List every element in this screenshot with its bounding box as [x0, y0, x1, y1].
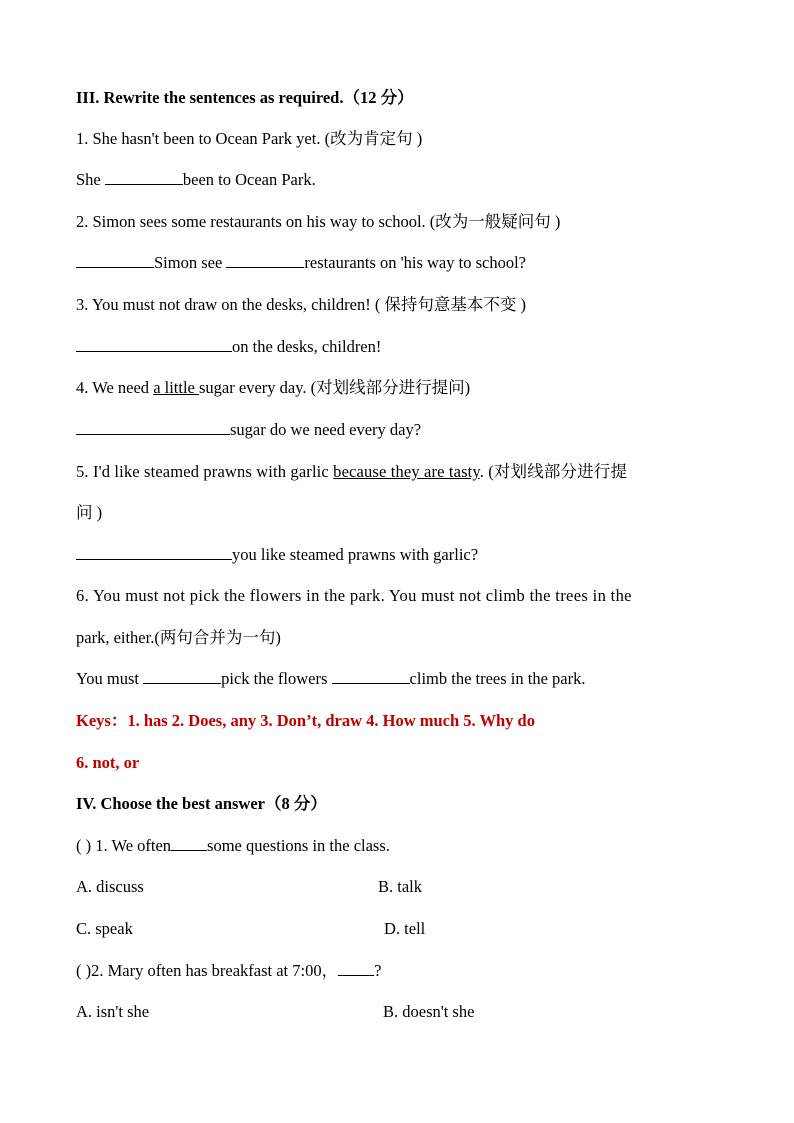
option-b[interactable]: B. talk	[378, 877, 422, 896]
answer-text: sugar do we need every day?	[230, 420, 422, 439]
answer-text: been to Ocean Park.	[182, 170, 316, 189]
underlined-phrase: a little	[153, 378, 200, 397]
answer-blank[interactable]	[154, 545, 232, 560]
answer-text: you like steamed prawns with garlic?	[232, 545, 479, 564]
question-5-answer-line	[76, 545, 478, 565]
option-a[interactable]: A. discuss	[76, 877, 144, 896]
option-b[interactable]: B. doesn't she	[383, 1002, 475, 1021]
prompt-text: 4. We need	[76, 378, 154, 397]
choice-question-1-stem	[76, 836, 390, 856]
question-4-answer-line	[76, 420, 421, 440]
answer-text: She	[76, 170, 105, 189]
prompt-text: sugar every day. (对划线部分进行提问)	[199, 378, 471, 397]
option-a[interactable]: A. isn't she	[76, 1002, 150, 1021]
stem-text: ( )2. Mary often has breakfast at 7:00，	[76, 961, 339, 980]
question-6-prompt: 6. You must not pick the flowers in the park. You must not climb the trees in the	[76, 586, 632, 605]
prompt-text: 5. I'd like steamed prawns with garlic	[76, 462, 334, 481]
question-4-prompt	[76, 378, 470, 398]
answer-blank[interactable]	[154, 337, 232, 352]
stem-text: some questions in the class.	[207, 836, 390, 855]
answer-text: on the desks, children!	[232, 337, 382, 356]
underlined-phrase: because they are tasty	[333, 462, 480, 481]
stem-text: ?	[374, 961, 382, 980]
question-1-answer-line	[76, 170, 316, 190]
stem-text: ( ) 1. We often	[76, 836, 172, 855]
answer-blank[interactable]	[154, 420, 230, 435]
question-3-prompt: 3. You must not draw on the desks, children! ( 保持句意基本不变 )	[76, 295, 527, 314]
answer-blank[interactable]	[171, 836, 207, 851]
question-5-prompt-continued: 问 )	[76, 503, 103, 522]
answer-blank[interactable]	[105, 170, 183, 185]
question-2-prompt: 2. Simon sees some restaurants on his way to school. (改为一般疑问句 )	[76, 212, 561, 231]
choice-question-2-stem	[76, 961, 381, 981]
question-2-answer-line	[76, 253, 526, 273]
question-1-prompt: 1. She hasn't been to Ocean Park yet. (改为肯定句 )	[76, 129, 423, 148]
answer-blank[interactable]	[332, 669, 410, 684]
answer-blank[interactable]	[76, 420, 154, 435]
question-5-prompt	[76, 462, 718, 482]
answer-text: Simon see	[154, 253, 227, 272]
answer-blank[interactable]	[143, 669, 221, 684]
answer-text: climb the trees in the park.	[409, 669, 586, 688]
answer-blank[interactable]	[338, 961, 374, 976]
answer-text: You must	[76, 669, 144, 688]
answer-text: restaurants on 'his way to school?	[304, 253, 526, 272]
question-6-prompt-continued: park, either.(两句合并为一句)	[76, 628, 281, 647]
answer-text: pick the flowers	[221, 669, 332, 688]
option-d[interactable]: D. tell	[384, 919, 426, 938]
answer-keys-line-2: 6. not, or	[76, 753, 140, 772]
answer-blank[interactable]	[76, 545, 154, 560]
question-3-answer-line	[76, 337, 381, 357]
answer-keys-line-1: Keys：1. has 2. Does, any 3. Don’t, draw 4. How much 5. Why do	[76, 711, 535, 730]
answer-blank[interactable]	[76, 253, 154, 268]
option-c[interactable]: C. speak	[76, 919, 133, 938]
section-3-heading: III. Rewrite the sentences as required.（12 分）	[76, 88, 414, 107]
question-6-answer-line	[76, 669, 586, 689]
prompt-text: . (对划线部分进行提	[479, 462, 628, 481]
answer-blank[interactable]	[226, 253, 304, 268]
answer-blank[interactable]	[76, 337, 154, 352]
section-4-heading: IV. Choose the best answer（8 分）	[76, 794, 327, 813]
